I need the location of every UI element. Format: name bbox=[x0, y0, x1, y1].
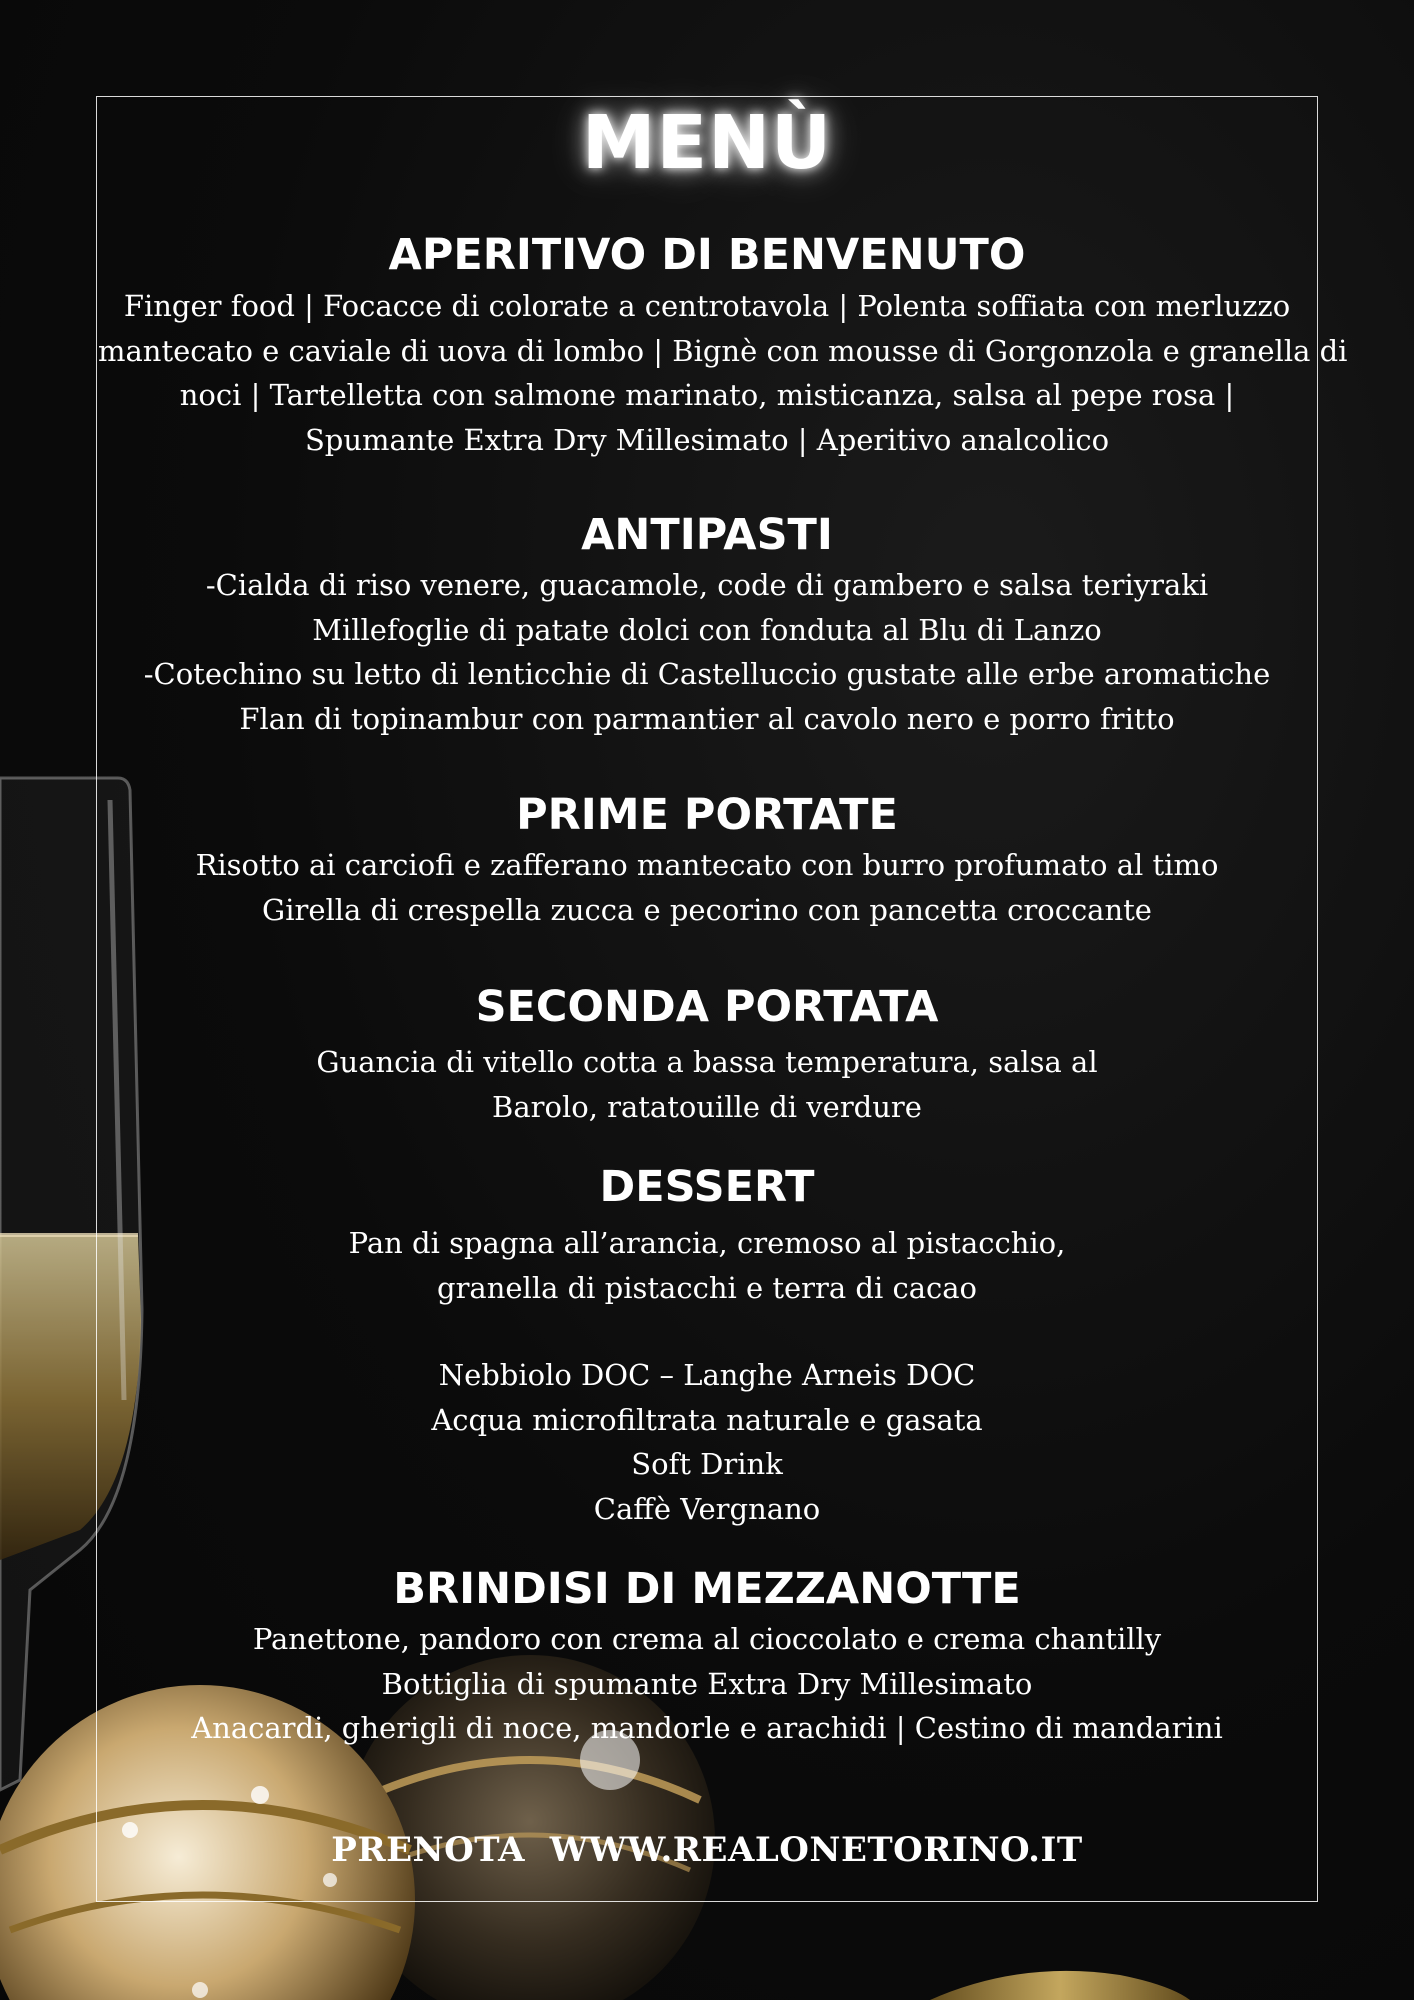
menu-line: -Cotechino su letto di lenticchie di Castelluccio gustate alle erbe aromatiche bbox=[143, 657, 1271, 691]
drink-item: Acqua microfiltrata naturale e gasata bbox=[431, 1402, 983, 1437]
menu-line: Millefoglie di patate dolci con fonduta al Blu di Lanzo bbox=[312, 612, 1102, 647]
section-items-dessert bbox=[98, 1221, 1316, 1310]
menu-line: Bottiglia di spumante Extra Dry Millesimato bbox=[381, 1666, 1033, 1701]
section-items-aperitivo bbox=[98, 284, 1348, 462]
menu-line: Barolo, ratatouille di verdure bbox=[492, 1089, 922, 1124]
section-heading-aperitivo: APERITIVO DI BENVENUTO bbox=[388, 230, 1026, 280]
section-heading-seconda-portata: SECONDA PORTATA bbox=[475, 982, 939, 1032]
menu-line: Girella di crespella zucca e pecorino con pancetta croccante bbox=[262, 892, 1152, 927]
section-items-prime-portate bbox=[98, 843, 1316, 932]
menu-line: granella di pistacchi e terra di cacao bbox=[437, 1270, 977, 1305]
section-heading-prime-portate: PRIME PORTATE bbox=[516, 790, 898, 840]
menu-line: Risotto ai carciofi e zafferano mantecato con burro profumato al timo bbox=[195, 848, 1219, 882]
menu-line: Finger food | Focacce di colorate a centrotavola | Polenta soffiata con merluzzo bbox=[123, 289, 1291, 323]
booking-website-link[interactable]: PRENOTA WWW.REALONETORINO.IT bbox=[331, 1830, 1083, 1870]
drink-item: Caffè Vergnano bbox=[593, 1491, 821, 1526]
menu-line: Panettone, pandoro con crema al cioccolato e crema chantilly bbox=[252, 1622, 1162, 1656]
section-heading-brindisi: BRINDISI DI MEZZANOTTE bbox=[393, 1564, 1021, 1614]
menu-line: mantecato e caviale di uova di lombo | Bignè con mousse di Gorgonzola e granella di bbox=[98, 333, 1348, 368]
menu-line: noci | Tartelletta con salmone marinato, misticanza, salsa al pepe rosa | bbox=[179, 378, 1235, 412]
section-heading-dessert: DESSERT bbox=[599, 1162, 815, 1212]
section-items-seconda-portata bbox=[98, 1040, 1316, 1129]
menu-line: Guancia di vitello cotta a bassa temperatura, salsa al bbox=[316, 1045, 1098, 1079]
menu-line: Spumante Extra Dry Millesimato | Aperitivo analcolico bbox=[304, 422, 1110, 457]
menu-line: Pan di spagna all’arancia, cremoso al pistacchio, bbox=[348, 1226, 1066, 1260]
menu-line: -Cialda di riso venere, guacamole, code di gambero e salsa teriyraki bbox=[205, 568, 1209, 602]
menu-line: Anacardi, gherigli di noce, mandorle e arachidi | Cestino di mandarini bbox=[191, 1711, 1223, 1745]
drinks-list bbox=[98, 1353, 1316, 1531]
drink-item: Soft Drink bbox=[631, 1447, 783, 1481]
menu-line: Flan di topinambur con parmantier al cavolo nero e porro fritto bbox=[239, 701, 1175, 736]
booking-footer bbox=[0, 1830, 1414, 1870]
gold-ribbon-icon bbox=[930, 1971, 1190, 2000]
section-items-brindisi bbox=[98, 1617, 1316, 1751]
drink-item: Nebbiolo DOC – Langhe Arneis DOC bbox=[438, 1358, 976, 1392]
section-items-antipasti bbox=[98, 563, 1316, 741]
menu-title: MENÙ bbox=[581, 100, 833, 186]
section-heading-antipasti: ANTIPASTI bbox=[581, 510, 833, 560]
